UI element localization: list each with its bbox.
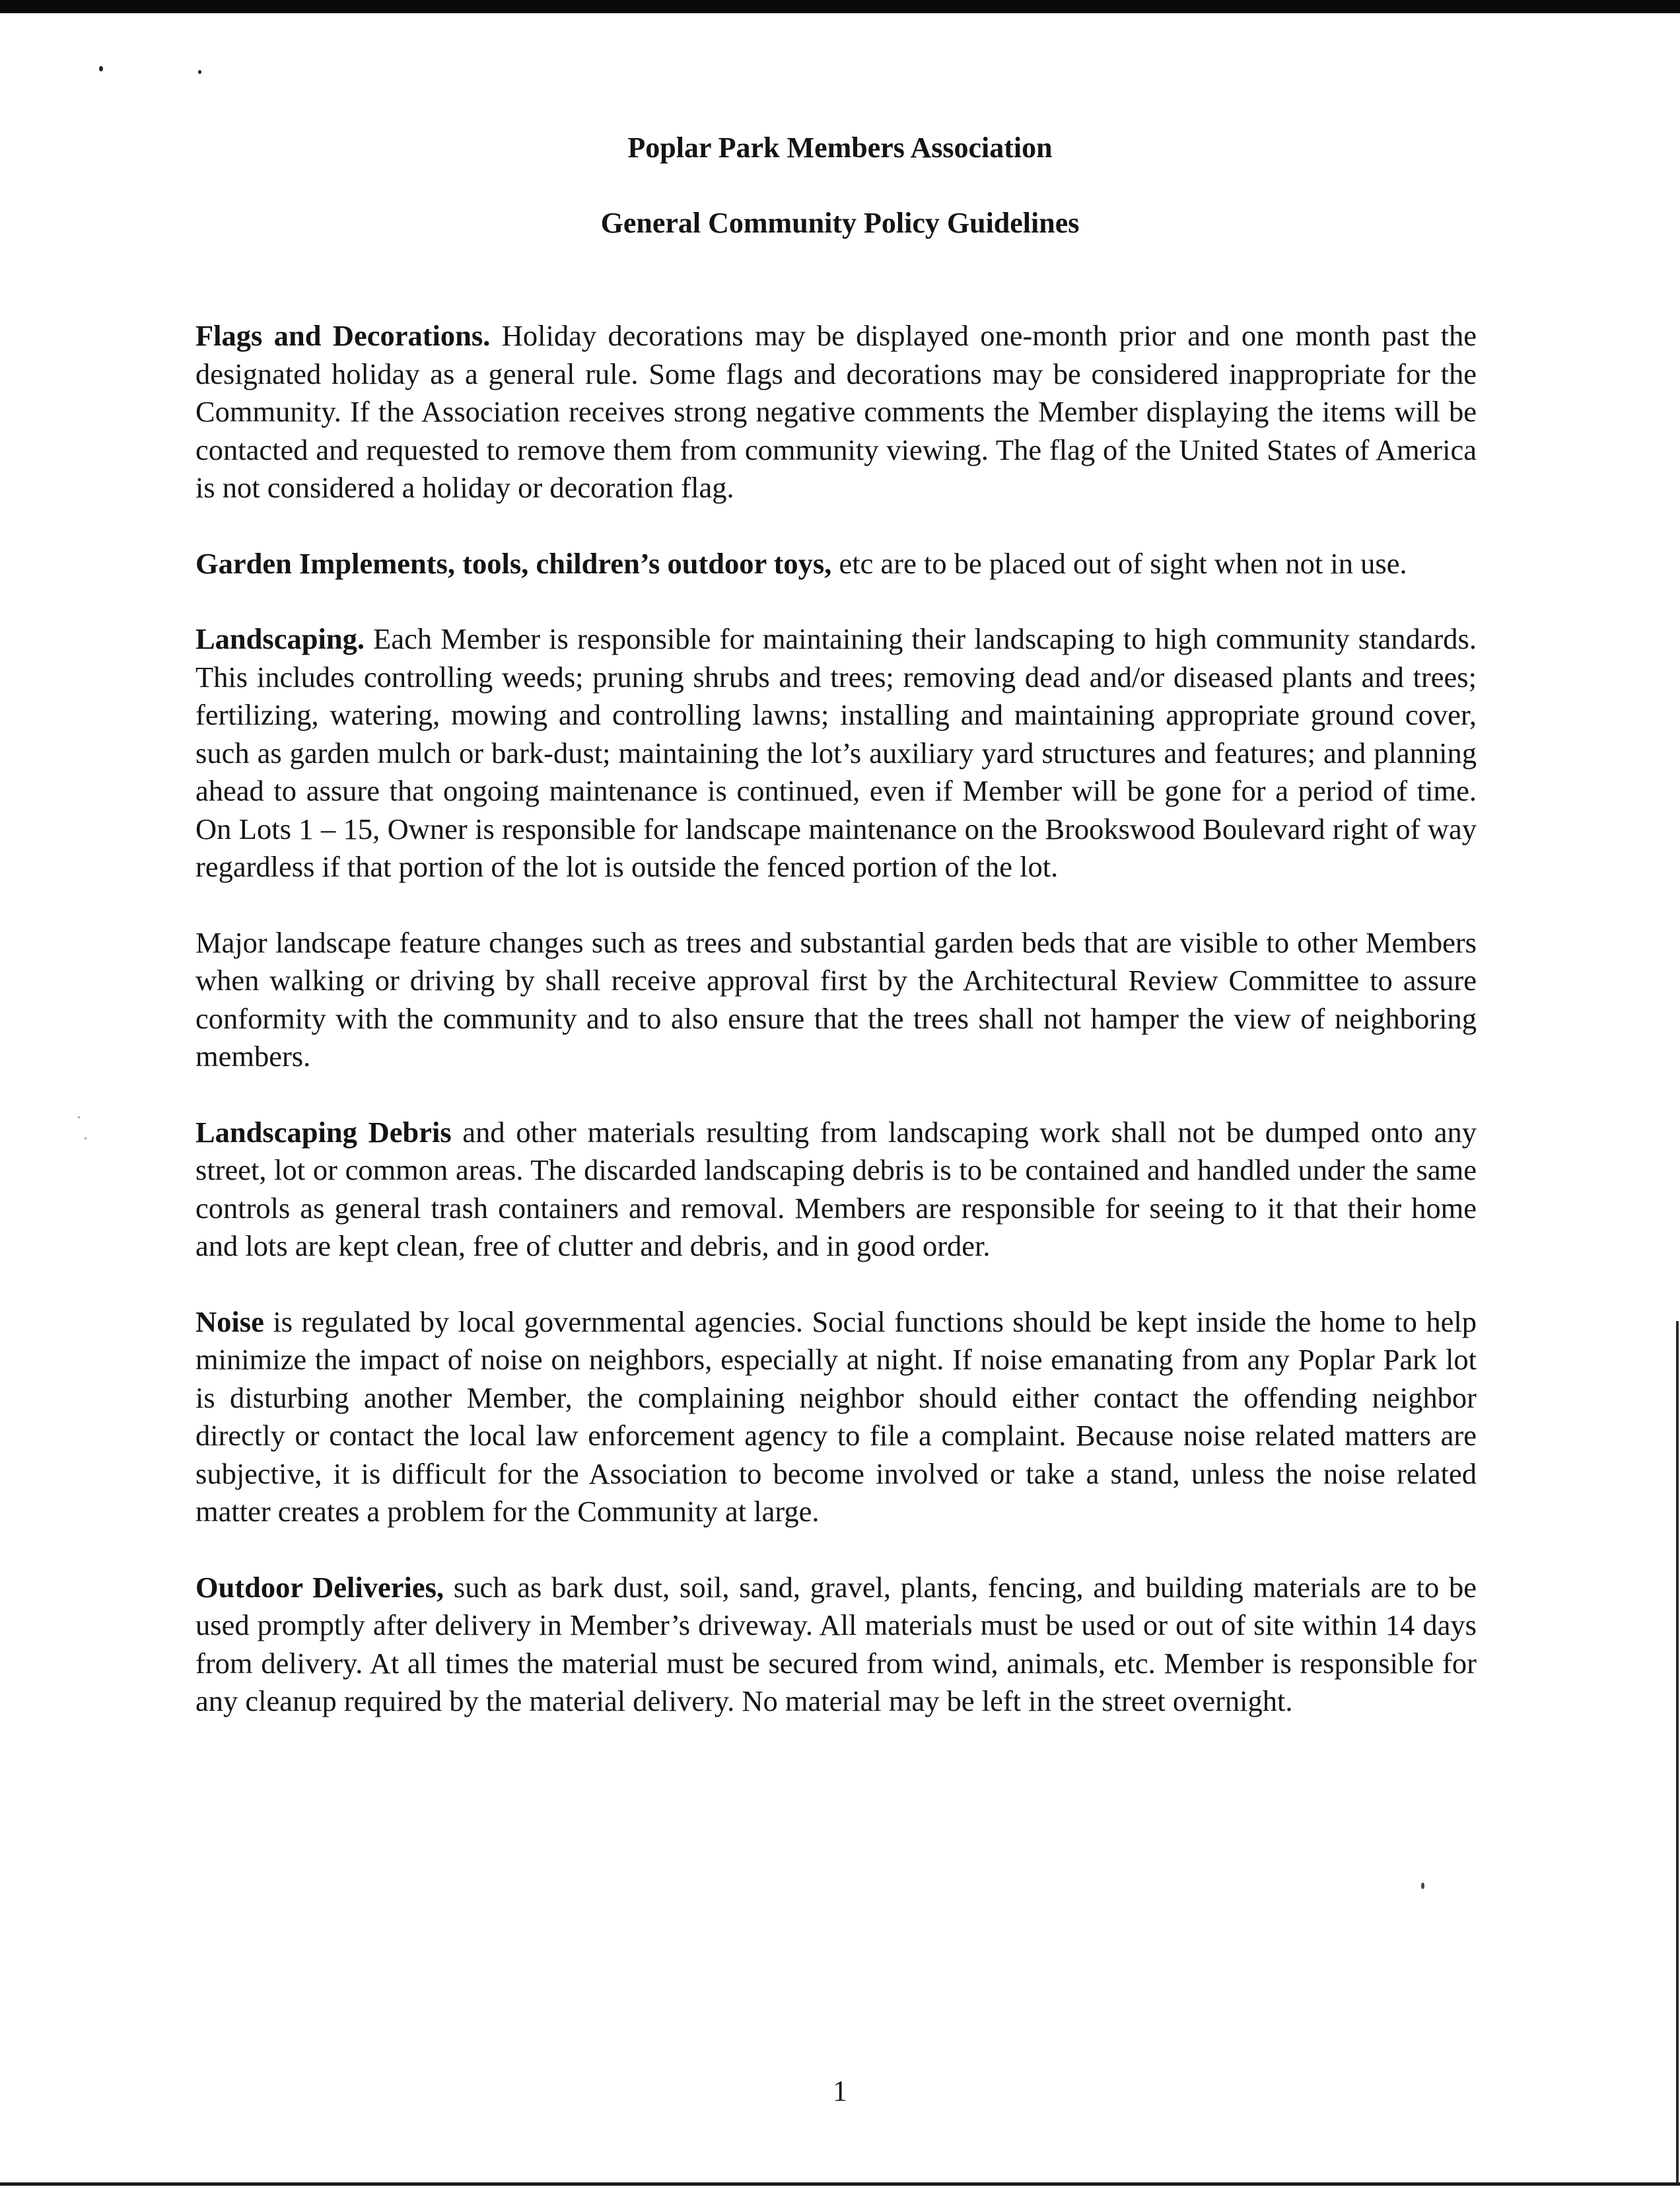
- paragraph-noise: [195, 1303, 1477, 1531]
- document-subtitle: General Community Policy Guidelines: [600, 207, 1080, 239]
- paragraph-heading: Outdoor Deliveries,: [195, 1570, 444, 1604]
- paragraph-heading: Landscaping Debris: [195, 1115, 452, 1149]
- paragraph-heading: Flags and Decorations.: [195, 319, 491, 352]
- scan-border-top: [0, 0, 1680, 13]
- scan-border-bottom: [0, 2182, 1680, 2186]
- paragraph-text: such as bark dust, soil, sand, gravel, plants, fencing, and building materials are to be used promptly after delivery in Member’s driveway. All materials must be used or out of site within 14 days from delivery. At all times the material must be secured from wind, animals, etc. Member is responsible for any cleanup required by the material delivery. No material may be left in the street overnight.: [195, 1570, 1477, 1717]
- paragraph-heading: Garden Implements, tools, children’s outdoor toys,: [195, 546, 832, 580]
- paragraph-text: Holiday decorations may be displayed one-month prior and one month past the designated holiday as a general rule. Some flags and decorations may be considered inappropriate for the Community. If the Association receives strong negative comments the Member displaying the items will be contacted and requested to remove them from community viewing. The flag of the United States of America is not considered a holiday or decoration flag.: [195, 319, 1477, 504]
- scan-border-right: [1676, 1321, 1679, 2182]
- document-body: [195, 317, 1477, 1758]
- page-number: 1: [833, 2075, 847, 2107]
- paragraph-heading: Landscaping.: [195, 622, 365, 655]
- paragraph-major-landscape-changes: [195, 924, 1477, 1076]
- scan-speck: [1421, 1883, 1424, 1889]
- scan-speck: [85, 1137, 87, 1139]
- scan-speck: [99, 66, 103, 71]
- paragraph-landscaping-debris: [195, 1114, 1477, 1266]
- paragraph-heading: Noise: [195, 1305, 264, 1338]
- paragraph-flags-and-decorations: [195, 317, 1477, 507]
- paragraph-text: Each Member is responsible for maintaining their landscaping to high community standards. This includes controlling weeds; pruning shrubs and trees; removing dead and/or diseased plants and trees; fertilizing, watering, mowing and controlling lawns; installing and maintaining appropriate ground cover, such as garden mulch or bark-dust; maintaining the lot’s auxiliary yard structures and features; and planning ahead to assure that ongoing maintenance is continued, even if Member will be gone for a period of time. On Lots 1 – 15, Owner is responsible for landscape maintenance on the Brookswood Boulevard right of way regardless if that portion of the lot is outside the fenced portion of the lot.: [195, 622, 1477, 883]
- paragraph-garden-implements: [195, 545, 1477, 583]
- paragraph-outdoor-deliveries: [195, 1569, 1477, 1721]
- document-title: Poplar Park Members Association: [627, 131, 1053, 164]
- paragraph-text: Major landscape feature changes such as trees and substantial garden beds that are visible to other Members when walking or driving by shall receive approval first by the Architectural Review Committee to assure conformity with the community and to also ensure that the trees shall not hamper the view of neighboring members.: [195, 925, 1477, 1073]
- paragraph-text: etc are to be placed out of sight when not in use.: [831, 546, 1407, 580]
- paragraph-text: and other materials resulting from landscaping work shall not be dumped onto any street, lot or common areas. The discarded landscaping debris is to be contained and handled under the same controls as general trash containers and removal. Members are responsible for seeing to it that their home and lots are kept clean, free of clutter and debris, and in good order.: [195, 1115, 1477, 1262]
- scan-speck: [198, 70, 201, 74]
- paragraph-landscaping: [195, 620, 1477, 886]
- paragraph-text: is regulated by local governmental agencies. Social functions should be kept inside the home to help minimize the impact of noise on neighbors, especially at night. If noise emanating from any Poplar Park lot is disturbing another Member, the complaining neighbor should either contact the offending neighbor directly or contact the local law enforcement agency to file a complaint. Because noise related matters are subjective, it is difficult for the Association to become involved or take a stand, unless the noise related matter creates a problem for the Community at large.: [195, 1305, 1477, 1528]
- scan-speck: [78, 1116, 80, 1118]
